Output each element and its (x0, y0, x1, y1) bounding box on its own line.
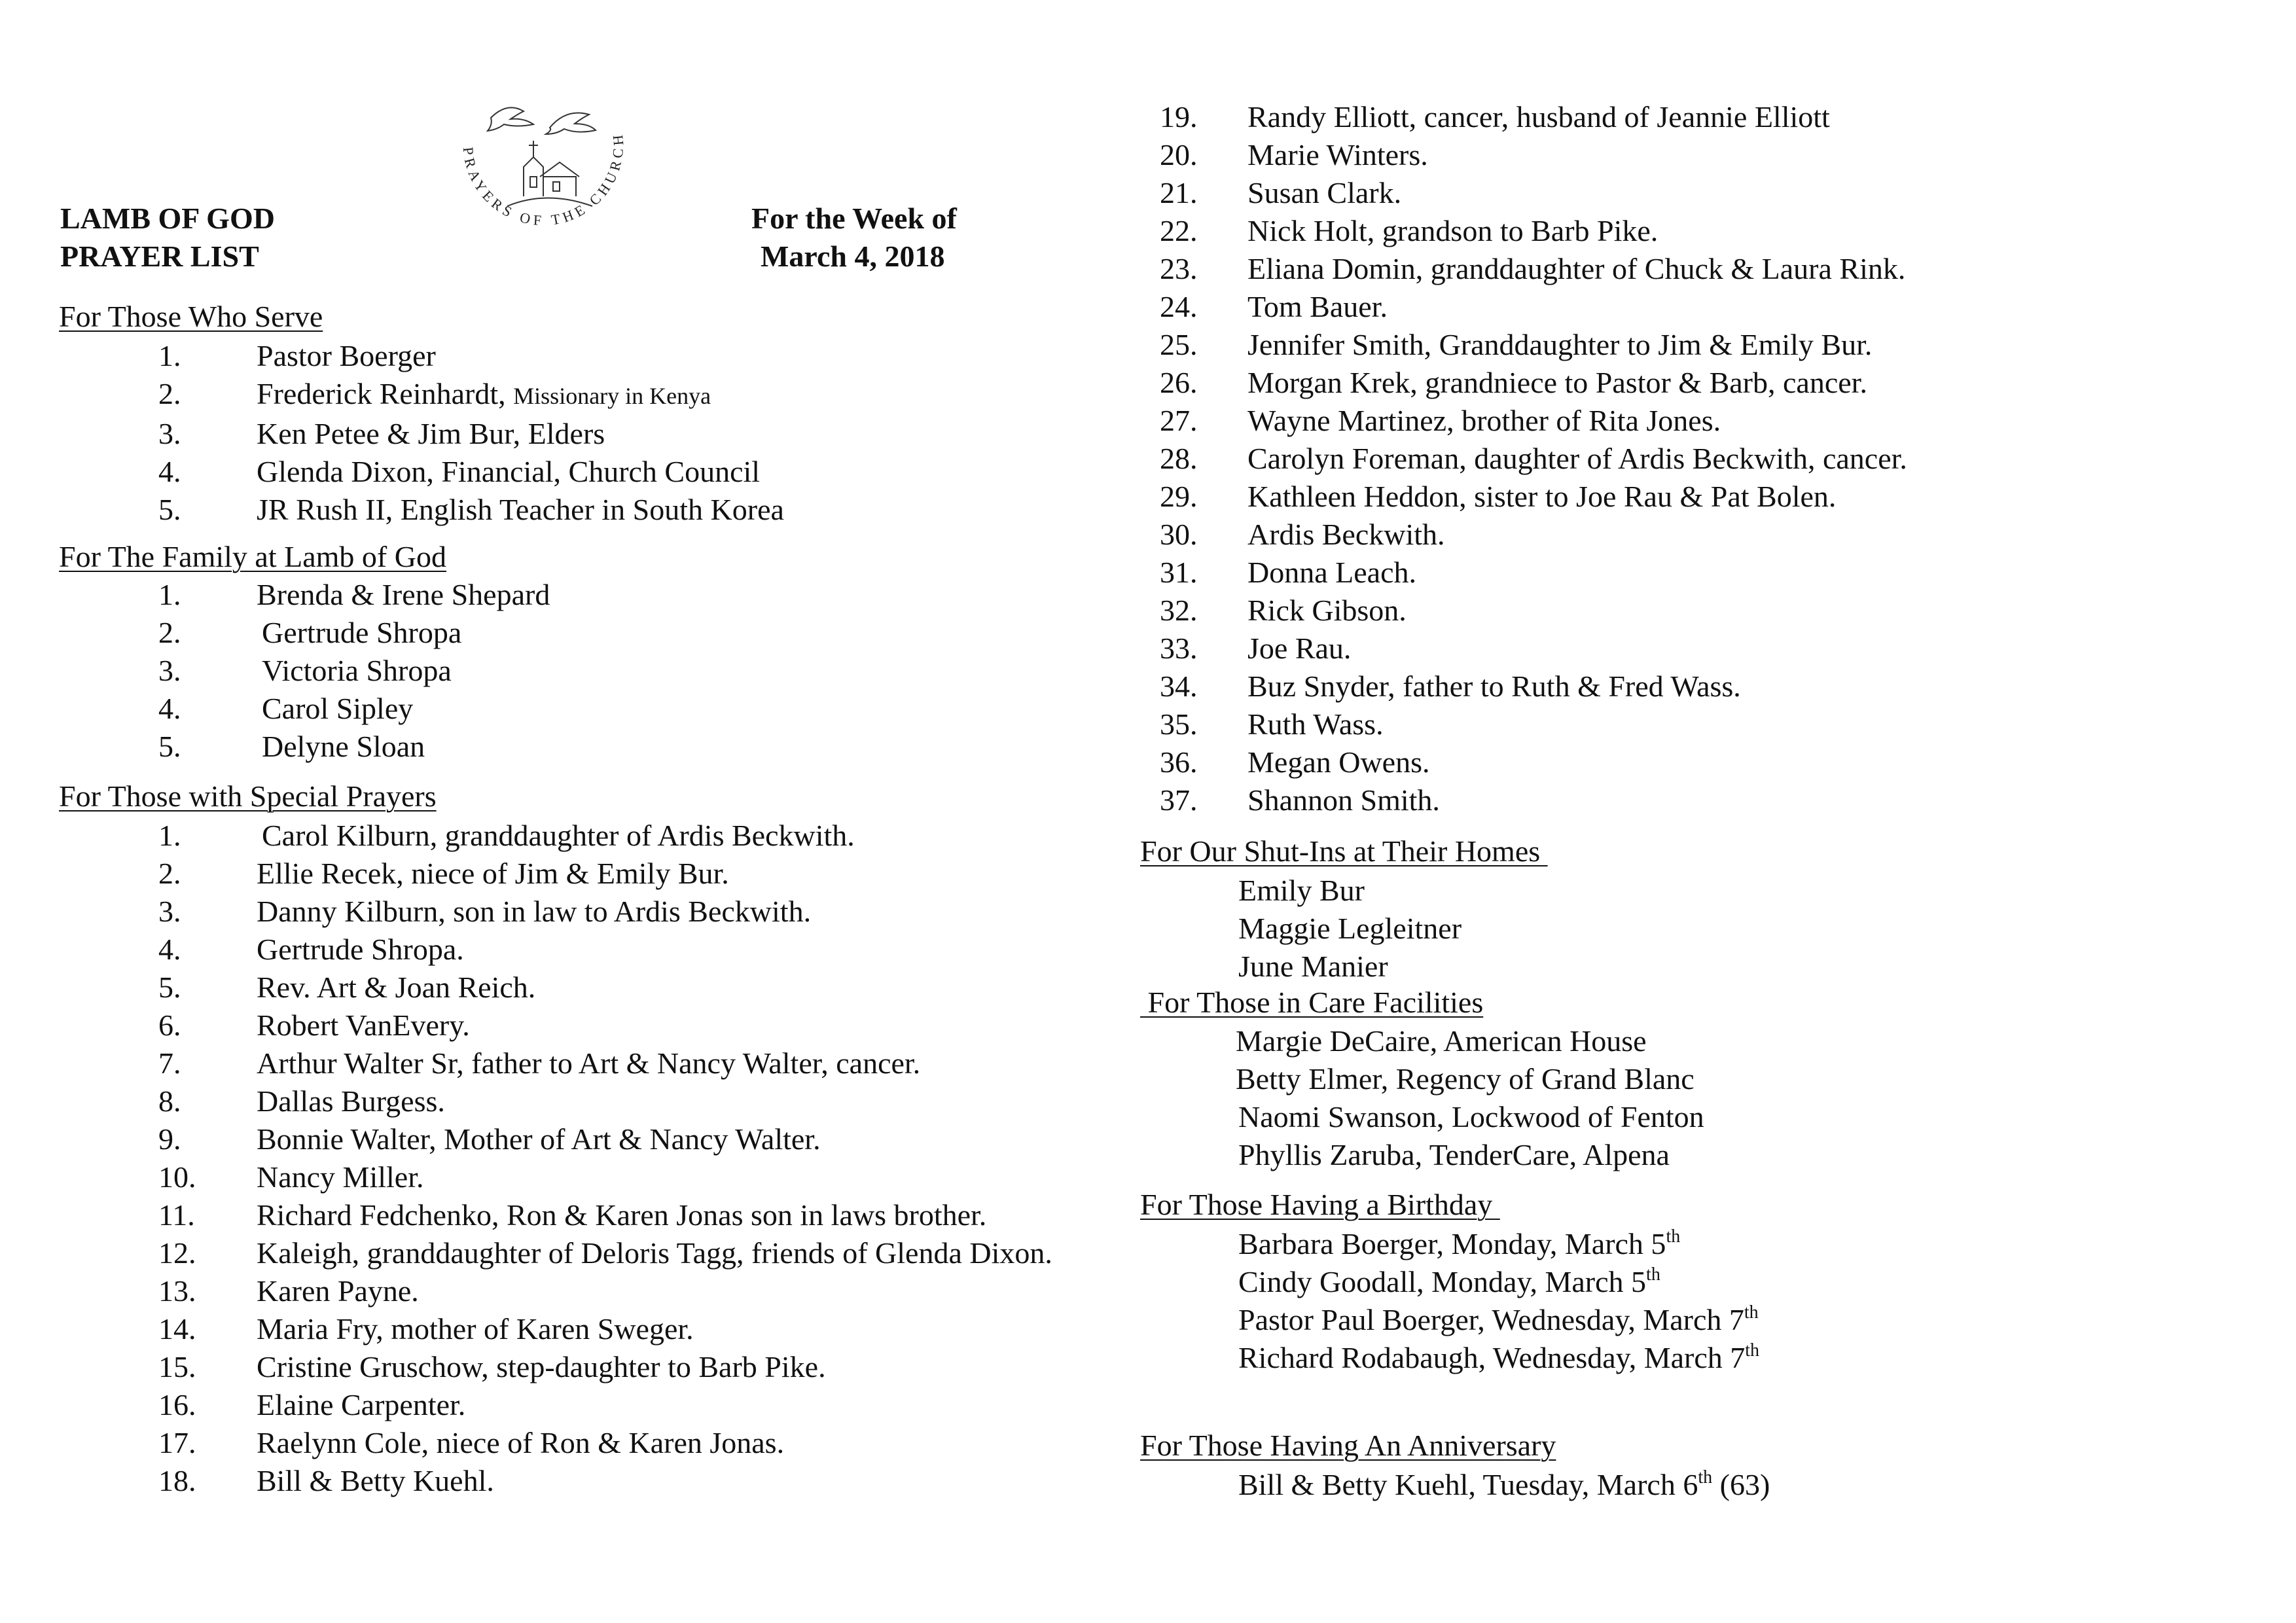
list-item: 16. Elaine Carpenter. (158, 1388, 466, 1421)
list-item: 3. Victoria Shropa (158, 654, 452, 687)
list-item: 17. Raelynn Cole, niece of Ron & Karen Jonas. (158, 1426, 785, 1459)
list-item: 34. Buz Snyder, father to Ruth & Fred Wass. (1160, 669, 1741, 703)
list-item: 1. Brenda & Irene Shepard (158, 578, 550, 611)
section-heading-anniversary: For Those Having An Anniversary (1140, 1429, 1556, 1462)
list-item: Betty Elmer, Regency of Grand Blanc (1236, 1062, 1695, 1096)
list-item: 13. Karen Payne. (158, 1274, 419, 1308)
list-item: 25. Jennifer Smith, Granddaughter to Jim & Emily Bur. (1160, 328, 1873, 361)
list-item: 2. Gertrude Shropa (158, 616, 462, 649)
section-heading-special: For Those with Special Prayers (59, 779, 437, 813)
list-item: Maggie Legleitner (1238, 912, 1462, 945)
shutins-list (1238, 872, 1462, 986)
week-header (751, 200, 957, 276)
list-item: Bill & Betty Kuehl, Tuesday, March 6th (63) (1238, 1467, 1770, 1501)
week-date: March 4, 2018 (761, 240, 945, 273)
list-item: 26. Morgan Krek, grandniece to Pastor & Barb, cancer. (1160, 366, 1867, 399)
list-item: 4. Gertrude Shropa. (158, 933, 464, 966)
list-item: 7. Arthur Walter Sr, father to Art & Nancy Walter, cancer. (158, 1046, 921, 1080)
section-heading-birthday: For Those Having a Birthday (1140, 1188, 1500, 1221)
list-item: Pastor Paul Boerger, Wednesday, March 7th (1238, 1302, 1759, 1336)
list-item: 11. Richard Fedchenko, Ron & Karen Jonas son in laws brother. (158, 1198, 987, 1232)
section-heading-shutins: For Our Shut-Ins at Their Homes (1140, 834, 1548, 868)
list-item: Barbara Boerger, Monday, March 5th (1238, 1226, 1681, 1260)
church-doves-logo (445, 92, 641, 242)
list-item: 19. Randy Elliott, cancer, husband of Jeannie Elliott (1160, 100, 1830, 134)
list-item: 14. Maria Fry, mother of Karen Sweger. (158, 1312, 694, 1346)
list-item: 32. Rick Gibson. (1160, 594, 1407, 627)
logo-arc-text: PRAYERS OF THE CHURCH (459, 130, 627, 229)
list-item: 21. Susan Clark. (1160, 176, 1402, 209)
list-item: 22. Nick Holt, grandson to Barb Pike. (1160, 214, 1659, 247)
list-item: 4. Carol Sipley (158, 692, 414, 725)
list-item: 2. Frederick Reinhardt, Missionary in Kenya (158, 377, 711, 410)
care-facilities-list (1236, 1022, 1704, 1174)
list-item: 28. Carolyn Foreman, daughter of Ardis Beckwith, cancer. (1160, 442, 1907, 475)
list-item: 5. JR Rush II, English Teacher in South Korea (158, 493, 784, 526)
list-item: Margie DeCaire, American House (1236, 1024, 1647, 1058)
list-item: 24. Tom Bauer. (1160, 290, 1388, 323)
list-item: Phyllis Zaruba, TenderCare, Alpena (1238, 1138, 1670, 1171)
list-item: 2. Ellie Recek, niece of Jim & Emily Bur. (158, 857, 729, 890)
list-item: 9. Bonnie Walter, Mother of Art & Nancy Walter. (158, 1122, 821, 1156)
list-item: 31. Donna Leach. (1160, 556, 1416, 589)
list-item: 23. Eliana Domin, granddaughter of Chuck & Laura Rink. (1160, 252, 1906, 285)
list-item: 27. Wayne Martinez, brother of Rita Jones. (1160, 404, 1721, 437)
list-item: Cindy Goodall, Monday, March 5th (1238, 1264, 1660, 1298)
list-item: 5. Rev. Art & Joan Reich. (158, 971, 536, 1004)
list-name: PRAYER LIST (60, 240, 259, 273)
list-item: 29. Kathleen Heddon, sister to Joe Rau & Pat Bolen. (1160, 480, 1837, 513)
list-item: 10. Nancy Miller. (158, 1160, 424, 1194)
section-heading-care: For Those in Care Facilities (1140, 986, 1484, 1019)
list-item: Naomi Swanson, Lockwood of Fenton (1238, 1100, 1704, 1133)
section-heading-family: For The Family at Lamb of God (59, 540, 446, 573)
dove-right-icon (546, 113, 596, 135)
week-label: For the Week of (751, 202, 957, 235)
list-item: Emily Bur (1238, 874, 1365, 907)
list-item: 4. Glenda Dixon, Financial, Church Council (158, 455, 761, 488)
list-item: 30. Ardis Beckwith. (1160, 518, 1445, 551)
list-item: 3. Ken Petee & Jim Bur, Elders (158, 417, 605, 450)
list-item: June Manier (1238, 950, 1388, 983)
list-item: 3. Danny Kilburn, son in law to Ardis Beckwith. (158, 895, 812, 928)
list-item: 20. Marie Winters. (1160, 138, 1428, 171)
list-item: 5. Delyne Sloan (158, 730, 425, 763)
section-heading-serve: For Those Who Serve (59, 300, 323, 333)
list-item: 12. Kaleigh, granddaughter of Deloris Tagg, friends of Glenda Dixon. (158, 1236, 1052, 1270)
list-item: 37. Shannon Smith. (1160, 783, 1440, 817)
list-item: Richard Rodabaugh, Wednesday, March 7th (1238, 1340, 1760, 1374)
list-item: 18. Bill & Betty Kuehl. (158, 1464, 494, 1497)
dove-left-icon (488, 107, 533, 131)
church-icon (507, 141, 592, 206)
list-item: 35. Ruth Wass. (1160, 707, 1384, 741)
birthday-list (1238, 1225, 1759, 1377)
list-item: 8. Dallas Burgess. (158, 1084, 445, 1118)
special-prayers-list (59, 817, 1052, 1500)
anniversary-list (1238, 1466, 1770, 1504)
list-item: 15. Cristine Gruschow, step-daughter to Barb Pike. (158, 1350, 826, 1383)
missionary-note: Missionary in Kenya (513, 383, 711, 409)
special-prayers-list-continued (1160, 98, 2240, 819)
list-item: 1. Pastor Boerger (158, 339, 436, 372)
list-item: 1. Carol Kilburn, granddaughter of Ardis Beckwith. (158, 819, 855, 852)
list-item: 36. Megan Owens. (1160, 745, 1430, 779)
list-item: 6. Robert VanEvery. (158, 1008, 470, 1042)
family-list (59, 576, 1041, 766)
serve-list (59, 337, 1041, 529)
church-name: LAMB OF GOD (60, 202, 275, 235)
list-item: 33. Joe Rau. (1160, 632, 1352, 665)
document-title (60, 200, 275, 276)
